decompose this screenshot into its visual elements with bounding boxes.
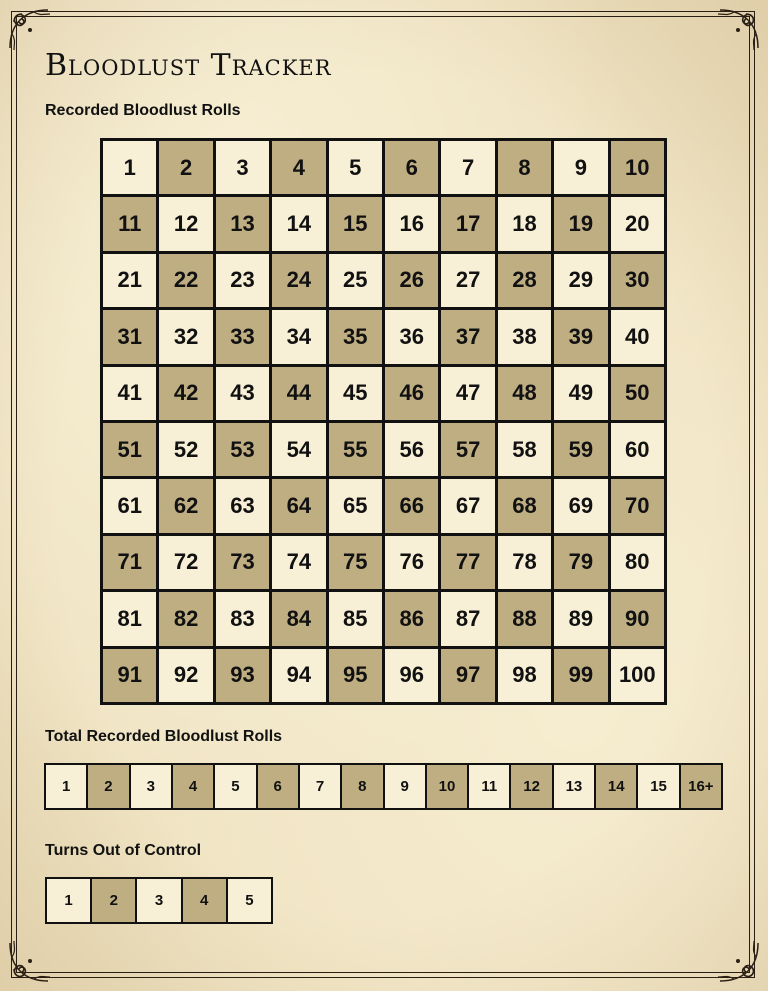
roll-cell[interactable]: 45 xyxy=(329,367,382,420)
roll-cell[interactable]: 89 xyxy=(554,592,607,645)
turns-box[interactable]: 5 xyxy=(228,879,271,922)
turns-box[interactable]: 3 xyxy=(137,879,180,922)
total-rolls-box[interactable]: 2 xyxy=(88,765,128,808)
page-title: Bloodlust Tracker xyxy=(45,48,332,83)
total-rolls-box[interactable]: 8 xyxy=(342,765,382,808)
roll-cell[interactable]: 93 xyxy=(216,649,269,702)
roll-cell[interactable]: 96 xyxy=(385,649,438,702)
total-rolls-box[interactable]: 4 xyxy=(173,765,213,808)
roll-cell[interactable]: 67 xyxy=(441,479,494,532)
roll-cell[interactable]: 80 xyxy=(611,536,664,589)
roll-cell[interactable]: 27 xyxy=(441,254,494,307)
roll-cell[interactable]: 55 xyxy=(329,423,382,476)
roll-cell[interactable]: 87 xyxy=(441,592,494,645)
roll-cell[interactable]: 12 xyxy=(159,197,212,250)
roll-cell[interactable]: 58 xyxy=(498,423,551,476)
roll-cell[interactable]: 15 xyxy=(329,197,382,250)
roll-cell[interactable]: 64 xyxy=(272,479,325,532)
roll-cell[interactable]: 40 xyxy=(611,310,664,363)
roll-cell[interactable]: 18 xyxy=(498,197,551,250)
roll-cell[interactable]: 82 xyxy=(159,592,212,645)
total-rolls-box[interactable]: 14 xyxy=(596,765,636,808)
roll-cell[interactable]: 48 xyxy=(498,367,551,420)
turns-out-of-control-heading: Turns Out of Control xyxy=(45,842,202,859)
roll-cell[interactable]: 20 xyxy=(611,197,664,250)
roll-cell[interactable]: 72 xyxy=(159,536,212,589)
total-rolls-box[interactable]: 16+ xyxy=(681,765,721,808)
roll-cell[interactable]: 65 xyxy=(329,479,382,532)
roll-cell[interactable]: 78 xyxy=(498,536,551,589)
roll-cell[interactable]: 24 xyxy=(272,254,325,307)
roll-cell[interactable]: 37 xyxy=(441,310,494,363)
roll-cell[interactable]: 81 xyxy=(103,592,156,645)
roll-cell[interactable]: 90 xyxy=(611,592,664,645)
total-rolls-box[interactable]: 12 xyxy=(511,765,551,808)
roll-cell[interactable]: 50 xyxy=(611,367,664,420)
total-rolls-box[interactable]: 15 xyxy=(638,765,678,808)
roll-cell[interactable]: 25 xyxy=(329,254,382,307)
total-rolls-heading: Total Recorded Bloodlust Rolls xyxy=(45,728,283,745)
roll-cell[interactable]: 100 xyxy=(611,649,664,702)
roll-cell[interactable]: 10 xyxy=(611,141,664,194)
roll-cell[interactable]: 75 xyxy=(329,536,382,589)
roll-cell[interactable]: 74 xyxy=(272,536,325,589)
turns-out-of-control-track xyxy=(45,877,273,924)
roll-cell[interactable]: 11 xyxy=(103,197,156,250)
roll-cell[interactable]: 30 xyxy=(611,254,664,307)
roll-cell[interactable]: 73 xyxy=(216,536,269,589)
roll-cell[interactable]: 61 xyxy=(103,479,156,532)
roll-cell[interactable]: 97 xyxy=(441,649,494,702)
roll-cell[interactable]: 3 xyxy=(216,141,269,194)
roll-cell[interactable]: 83 xyxy=(216,592,269,645)
roll-cell[interactable]: 56 xyxy=(385,423,438,476)
roll-cell[interactable]: 52 xyxy=(159,423,212,476)
roll-cell[interactable]: 88 xyxy=(498,592,551,645)
roll-cell[interactable]: 71 xyxy=(103,536,156,589)
roll-cell[interactable]: 2 xyxy=(159,141,212,194)
roll-cell[interactable]: 8 xyxy=(498,141,551,194)
roll-cell[interactable]: 60 xyxy=(611,423,664,476)
total-rolls-box[interactable]: 5 xyxy=(215,765,255,808)
roll-cell[interactable]: 29 xyxy=(554,254,607,307)
corner-flourish-bottom-right xyxy=(700,923,764,987)
corner-flourish-top-right xyxy=(700,4,764,68)
roll-cell[interactable]: 7 xyxy=(441,141,494,194)
roll-cell[interactable]: 39 xyxy=(554,310,607,363)
roll-cell[interactable]: 57 xyxy=(441,423,494,476)
roll-cell[interactable]: 21 xyxy=(103,254,156,307)
roll-cell[interactable]: 34 xyxy=(272,310,325,363)
roll-cell[interactable]: 33 xyxy=(216,310,269,363)
roll-cell[interactable]: 19 xyxy=(554,197,607,250)
roll-cell[interactable]: 28 xyxy=(498,254,551,307)
roll-cell[interactable]: 38 xyxy=(498,310,551,363)
total-rolls-box[interactable]: 10 xyxy=(427,765,467,808)
turns-box[interactable]: 4 xyxy=(183,879,226,922)
roll-cell[interactable]: 66 xyxy=(385,479,438,532)
roll-cell[interactable]: 42 xyxy=(159,367,212,420)
total-rolls-box[interactable]: 6 xyxy=(258,765,298,808)
roll-cell[interactable]: 69 xyxy=(554,479,607,532)
total-rolls-box[interactable]: 1 xyxy=(46,765,86,808)
roll-cell[interactable]: 22 xyxy=(159,254,212,307)
roll-cell[interactable]: 68 xyxy=(498,479,551,532)
roll-cell[interactable]: 94 xyxy=(272,649,325,702)
roll-cell[interactable]: 91 xyxy=(103,649,156,702)
roll-cell[interactable]: 98 xyxy=(498,649,551,702)
total-rolls-box[interactable]: 13 xyxy=(554,765,594,808)
roll-cell[interactable]: 95 xyxy=(329,649,382,702)
roll-cell[interactable]: 1 xyxy=(103,141,156,194)
total-rolls-box[interactable]: 9 xyxy=(385,765,425,808)
turns-box[interactable]: 1 xyxy=(47,879,90,922)
roll-cell[interactable]: 49 xyxy=(554,367,607,420)
total-rolls-box[interactable]: 3 xyxy=(131,765,171,808)
recorded-rolls-grid xyxy=(100,138,667,705)
roll-cell[interactable]: 5 xyxy=(329,141,382,194)
roll-cell[interactable]: 85 xyxy=(329,592,382,645)
roll-cell[interactable]: 51 xyxy=(103,423,156,476)
corner-flourish-bottom-left xyxy=(4,923,68,987)
roll-cell[interactable]: 36 xyxy=(385,310,438,363)
roll-cell[interactable]: 23 xyxy=(216,254,269,307)
roll-cell[interactable]: 9 xyxy=(554,141,607,194)
roll-cell[interactable]: 35 xyxy=(329,310,382,363)
roll-cell[interactable]: 62 xyxy=(159,479,212,532)
roll-cell[interactable]: 43 xyxy=(216,367,269,420)
roll-cell[interactable]: 13 xyxy=(216,197,269,250)
roll-cell[interactable]: 77 xyxy=(441,536,494,589)
roll-cell[interactable]: 84 xyxy=(272,592,325,645)
roll-cell[interactable]: 47 xyxy=(441,367,494,420)
roll-cell[interactable]: 31 xyxy=(103,310,156,363)
roll-cell[interactable]: 32 xyxy=(159,310,212,363)
roll-cell[interactable]: 17 xyxy=(441,197,494,250)
recorded-rolls-heading: Recorded Bloodlust Rolls xyxy=(45,102,241,119)
roll-cell[interactable]: 41 xyxy=(103,367,156,420)
roll-cell[interactable]: 63 xyxy=(216,479,269,532)
roll-cell[interactable]: 14 xyxy=(272,197,325,250)
roll-cell[interactable]: 4 xyxy=(272,141,325,194)
total-rolls-box[interactable]: 11 xyxy=(469,765,509,808)
roll-cell[interactable]: 53 xyxy=(216,423,269,476)
total-rolls-track xyxy=(44,763,723,810)
roll-cell[interactable]: 16 xyxy=(385,197,438,250)
roll-cell[interactable]: 76 xyxy=(385,536,438,589)
roll-cell[interactable]: 26 xyxy=(385,254,438,307)
roll-cell[interactable]: 79 xyxy=(554,536,607,589)
roll-cell[interactable]: 86 xyxy=(385,592,438,645)
turns-box[interactable]: 2 xyxy=(92,879,135,922)
roll-cell[interactable]: 92 xyxy=(159,649,212,702)
roll-cell[interactable]: 54 xyxy=(272,423,325,476)
roll-cell[interactable]: 6 xyxy=(385,141,438,194)
roll-cell[interactable]: 70 xyxy=(611,479,664,532)
total-rolls-box[interactable]: 7 xyxy=(300,765,340,808)
roll-cell[interactable]: 59 xyxy=(554,423,607,476)
roll-cell[interactable]: 44 xyxy=(272,367,325,420)
roll-cell[interactable]: 99 xyxy=(554,649,607,702)
roll-cell[interactable]: 46 xyxy=(385,367,438,420)
